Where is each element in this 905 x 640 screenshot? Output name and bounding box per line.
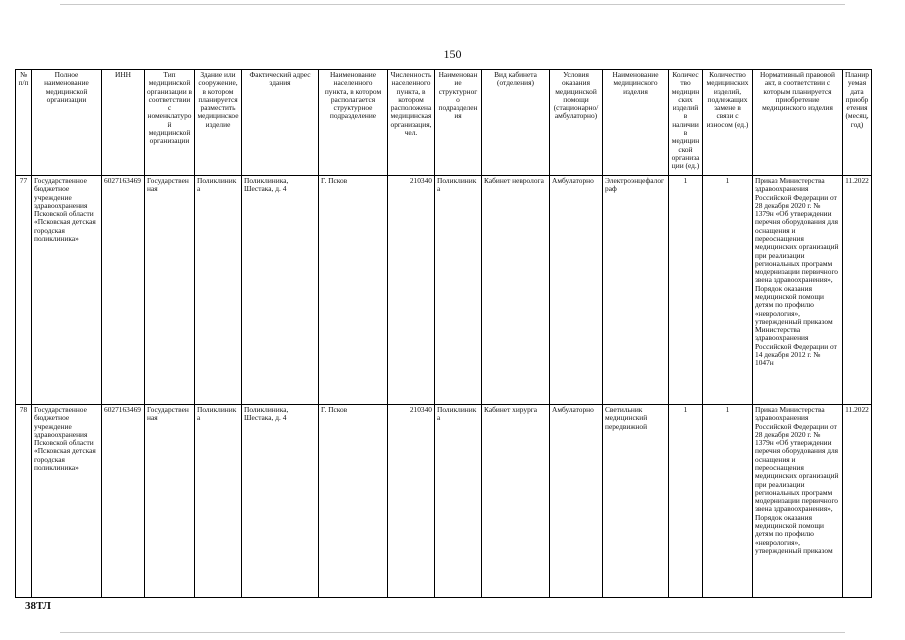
- cell-inn: 6027163469: [102, 176, 145, 405]
- cell-room: Кабинет хирурга: [482, 405, 550, 598]
- table-row: [16, 176, 872, 405]
- cell-unit: Поликлиника: [435, 176, 482, 405]
- header-address: Фактический адрес здания: [242, 70, 319, 176]
- page-number: 150: [443, 47, 462, 61]
- cell-address: Поликлиника, Шестака, д. 4: [242, 176, 319, 405]
- cell-address: Поликлиника, Шестака, д. 4: [242, 405, 319, 598]
- header-type: Тип медицинской организации в соответствии с номенклатурой медицинской организации: [145, 70, 195, 176]
- scan-edge-top: [60, 4, 845, 5]
- header-locality: Наименование населенного пункта, в котором располагается структурное подразделение: [319, 70, 388, 176]
- cell-org: Государственное бюджетное учреждение здравоохранения Псковской области «Псковская детская городская поликлиника»: [32, 176, 102, 405]
- cell-device: Светильник медицинский передвижной: [603, 405, 669, 598]
- header-unit: Наименование структурного подразделения: [435, 70, 482, 176]
- cell-type: Государственная: [145, 176, 195, 405]
- header-qty-available: Количество медицинских изделий в наличии в медицинской организации (ед.): [669, 70, 703, 176]
- cell-org: Государственное бюджетное учреждение здравоохранения Псковской области «Псковская детская городская поликлиника»: [32, 405, 102, 598]
- header-device: Наименование медицинского изделия: [603, 70, 669, 176]
- cell-building: Поликлиника: [195, 176, 242, 405]
- header-inn: ИНН: [102, 70, 145, 176]
- cell-qty-replace: 1: [703, 405, 753, 598]
- cell-type: Государственная: [145, 405, 195, 598]
- header-num: № п/п: [16, 70, 32, 176]
- cell-unit: Поликлиника: [435, 405, 482, 598]
- cell-date: 11.2022: [843, 176, 872, 405]
- cell-conditions: Амбулаторно: [550, 176, 603, 405]
- cell-room: Кабинет невролога: [482, 176, 550, 405]
- scan-edge-bottom: [60, 632, 845, 633]
- header-conditions: Условия оказания медицинской помощи (стационарно/ амбулаторно): [550, 70, 603, 176]
- document-code: 38ТЛ: [25, 600, 51, 612]
- header-room: Вид кабинета (отделения): [482, 70, 550, 176]
- cell-locality: Г. Псков: [319, 176, 388, 405]
- cell-conditions: Амбулаторно: [550, 405, 603, 598]
- cell-population: 210340: [388, 176, 435, 405]
- cell-building: Поликлиника: [195, 405, 242, 598]
- cell-num: 78: [16, 405, 32, 598]
- cell-population: 210340: [388, 405, 435, 598]
- equipment-table: [15, 69, 872, 598]
- header-population: Численность населенного пункта, в котором расположена медицинская организация, чел.: [388, 70, 435, 176]
- header-building: Здание или сооружение, в котором планируется разместить медицинское изделие: [195, 70, 242, 176]
- cell-act: Приказ Министерства здравоохранения Российской Федерации от 28 декабря 2020 г. № 1379н «Об утверждении перечня оборудования для оснащения и переоснащения медицинских организаций при реализации региональных программ модернизации первичного звена здравоохранения», Порядок оказания медицинской помощи детям по профилю «неврология», утвержденный приказом Министерства здравоохранения Российской Федерации от 14 декабря 2012 г. № 1047н: [753, 176, 843, 405]
- cell-inn: 6027163469: [102, 405, 145, 598]
- cell-act: Приказ Министерства здравоохранения Российской Федерации от 28 декабря 2020 г. № 1379н «Об утверждении перечня оборудования для оснащения и переоснащения медицинских организаций при реализации региональных программ модернизации первичного звена здравоохранения», Порядок оказания медицинской помощи детям по профилю «неврология», утвержденный приказом: [753, 405, 843, 598]
- header-qty-replace: Количество медицинских изделий, подлежащих замене в связи с износом (ед.): [703, 70, 753, 176]
- table-header-row: [16, 70, 872, 176]
- cell-locality: Г. Псков: [319, 405, 388, 598]
- cell-device: Электроэнцефалограф: [603, 176, 669, 405]
- cell-qty-replace: 1: [703, 176, 753, 405]
- header-act: Нормативный правовой акт, в соответствии с которым планируется приобретение медицинского изделия: [753, 70, 843, 176]
- table-row: [16, 405, 872, 598]
- cell-qty-available: 1: [669, 405, 703, 598]
- cell-qty-available: 1: [669, 176, 703, 405]
- header-date: Планируемая дата приобретения (месяц, год): [843, 70, 872, 176]
- cell-num: 77: [16, 176, 32, 405]
- header-org: Полное наименование медицинской организации: [32, 70, 102, 176]
- cell-date: 11.2022: [843, 405, 872, 598]
